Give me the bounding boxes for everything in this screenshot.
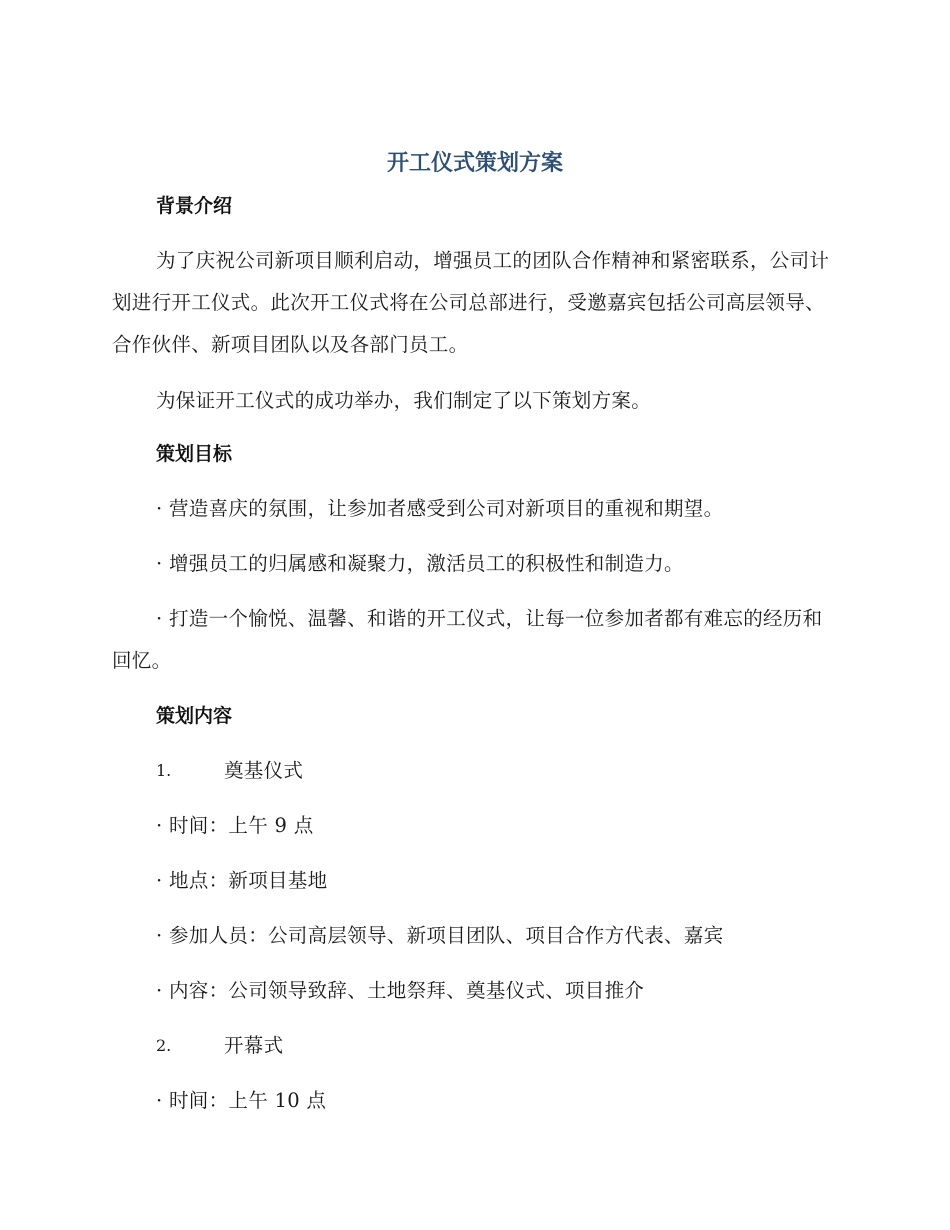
- background-paragraph-1: 为了庆祝公司新项目顺利启动，增强员工的团队合作精神和紧密联系，公司计划进行开工仪式。此次开工仪式将在公司总部进行，受邀嘉宾包括公司高层领导、合作伙伴、新项目团队以及各部门员工。: [112, 249, 830, 356]
- goal-item: · 打造一个愉悦、温馨、和谐的开工仪式，让每一位参加者都有难忘的经历和回忆。: [112, 607, 823, 672]
- background-paragraph-2: 为保证开工仪式的成功举办，我们制定了以下策划方案。: [156, 389, 652, 412]
- event-detail: · 参加人员：公司高层领导、新项目团队、项目合作方代表、嘉宾: [156, 924, 724, 947]
- goal-item: · 营造喜庆的氛围，让参加者感受到公司对新项目的重视和期望。: [156, 497, 724, 520]
- event-detail: · 时间：上午 10 点: [156, 1089, 327, 1112]
- goal-item: · 增强员工的归属感和凝聚力，激活员工的积极性和制造力。: [156, 552, 684, 575]
- heading-goals: 策划目标: [156, 443, 233, 465]
- event-detail: · 内容：公司领导致辞、土地祭拜、奠基仪式、项目推介: [156, 979, 645, 1002]
- heading-content: 策划内容: [156, 705, 233, 727]
- event-detail: · 地点：新项目基地: [156, 869, 328, 892]
- document-title: 开工仪式策划方案: [386, 151, 563, 176]
- event-name: 开幕式: [224, 1034, 284, 1057]
- event-number: 2.: [156, 1036, 172, 1055]
- event-number: 1.: [156, 761, 172, 780]
- event-detail: · 时间：上午 9 点: [156, 814, 314, 837]
- event-name: 奠基仪式: [224, 759, 304, 782]
- heading-background: 背景介绍: [156, 195, 233, 217]
